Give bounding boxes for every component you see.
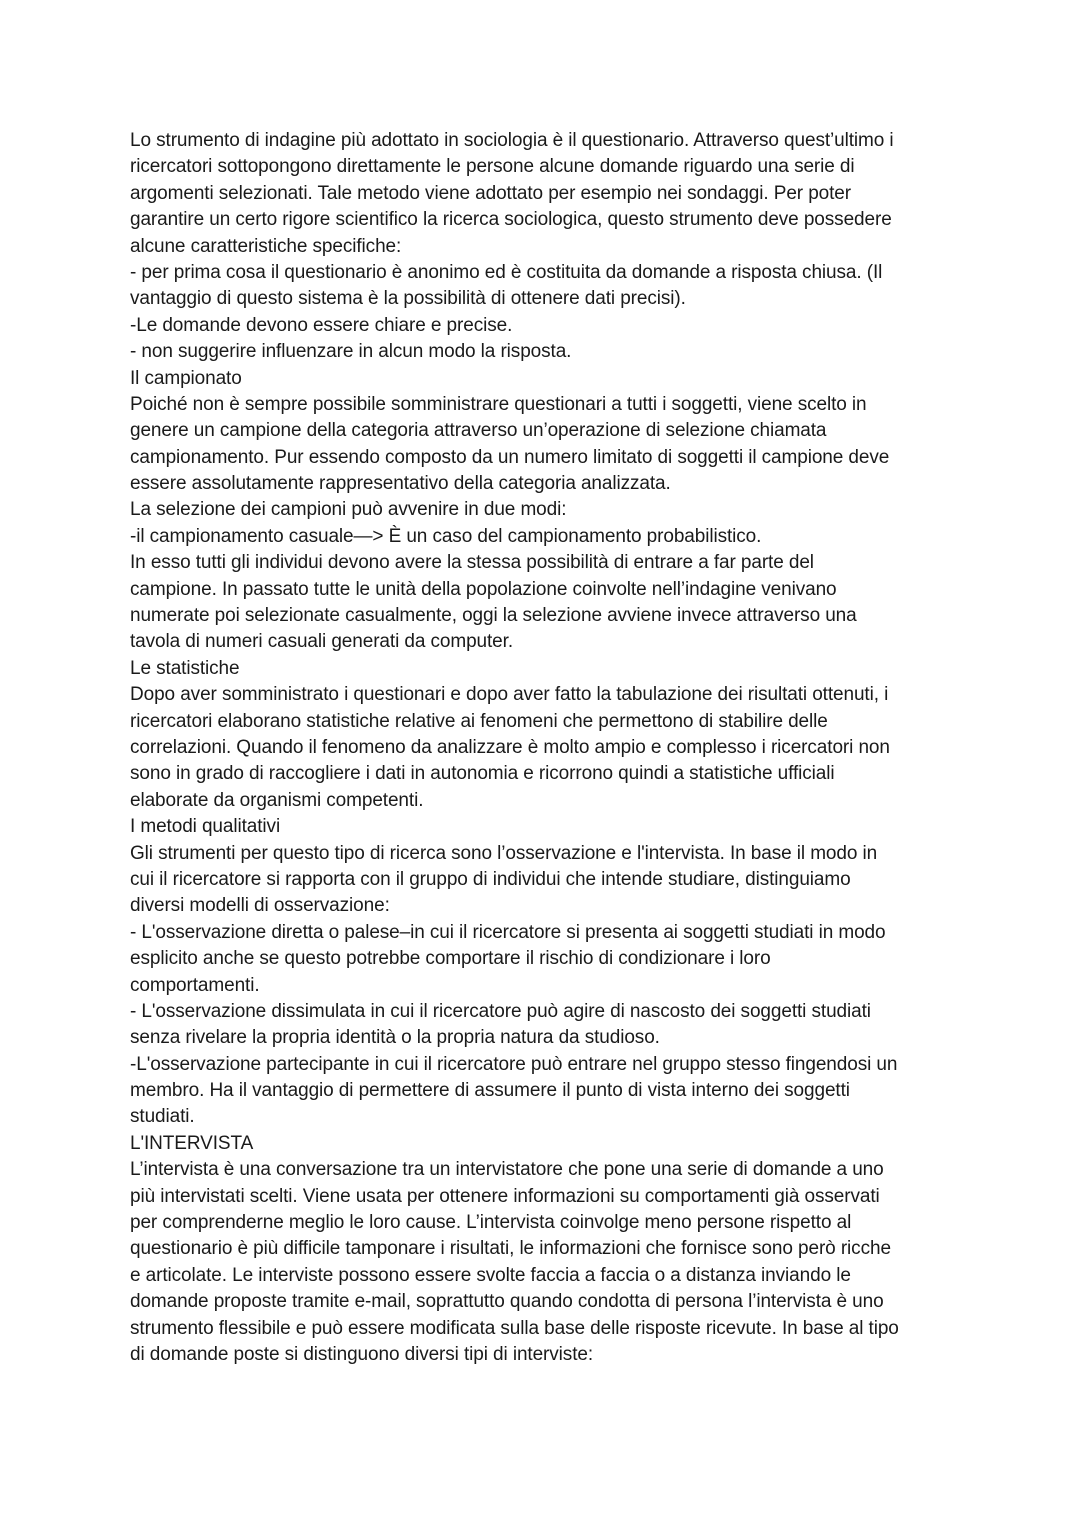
text-line: L’intervista è una conversazione tra un intervistatore che pone una serie di domande a uno	[130, 1159, 884, 1181]
text-line: sono in grado di raccogliere i dati in autonomia e ricorrono quindi a statistiche ufficiali	[130, 763, 835, 785]
text-line: elaborate da organismi competenti.	[130, 789, 424, 811]
text-line: questionario è più difficile tamponare i risultati, le informazioni che fornisce sono però ricche	[130, 1238, 891, 1260]
text-line: per comprenderne meglio le loro cause. L’intervista coinvolge meno persone rispetto al	[130, 1212, 852, 1234]
text-line: L'INTERVISTA	[130, 1132, 254, 1154]
text-line: -Le domande devono essere chiare e precise.	[130, 314, 513, 336]
text-line: ricercatori sottopongono direttamente le persone alcune domande riguardo una serie di	[130, 156, 855, 178]
text-line: comportamenti.	[130, 974, 260, 996]
text-line: più intervistati scelti. Viene usata per ottenere informazioni su comportamenti già osservati	[130, 1185, 880, 1207]
text-line: La selezione dei campioni può avvenire in due modi:	[130, 499, 567, 521]
text-line: In esso tutti gli individui devono avere la stessa possibilità di entrare a far parte del	[130, 552, 814, 574]
text-line: argomenti selezionati. Tale metodo viene adottato per esempio nei sondaggi. Per poter	[130, 182, 851, 204]
text-line: esplicito anche se questo potrebbe comportare il rischio di condizionare i loro	[130, 948, 771, 970]
text-line: - L'osservazione dissimulata in cui il ricercatore può agire di nascosto dei soggetti studiati	[130, 1000, 871, 1022]
text-line: diversi modelli di osservazione:	[130, 895, 390, 917]
text-line: Dopo aver somministrato i questionari e dopo aver fatto la tabulazione dei risultati ottenuti, i	[130, 684, 889, 706]
text-line: di domande poste si distinguono diversi tipi di interviste:	[130, 1343, 594, 1365]
text-line: Poiché non è sempre possibile somministrare questionari a tutti i soggetti, viene scelto in	[130, 393, 867, 415]
text-line: senza rivelare la propria identità o la propria natura da studioso.	[130, 1027, 660, 1049]
text-line: I metodi qualitativi	[130, 816, 281, 838]
text-line: vantaggio di questo sistema è la possibilità di ottenere dati precisi).	[130, 288, 686, 310]
text-line: - non suggerire influenzare in alcun modo la risposta.	[130, 341, 572, 363]
text-line: tavola di numeri casuali generati da computer.	[130, 631, 514, 653]
text-line: ricercatori elaborano statistiche relative ai fenomeni che permettono di stabilire delle	[130, 710, 828, 732]
text-line: strumento flessibile e può essere modificata sulla base delle risposte ricevute. In base al tipo	[130, 1317, 899, 1339]
text-line: - L'osservazione diretta o palese–in cui il ricercatore si presenta ai soggetti studiati in modo	[130, 921, 886, 943]
text-line: Il campionato	[130, 367, 242, 389]
text-line: studiati.	[130, 1106, 195, 1128]
text-line: domande proposte tramite e-mail, soprattutto quando condotta di persona l’intervista è uno	[130, 1291, 884, 1313]
text-line: Le statistiche	[130, 657, 240, 679]
text-line: essere assolutamente rappresentativo della categoria analizzata.	[130, 473, 671, 495]
text-line: garantire un certo rigore scientifico la ricerca sociologica, questo strumento deve possedere	[130, 209, 892, 231]
text-line: Gli strumenti per questo tipo di ricerca sono l’osservazione e l'intervista. In base il modo in	[130, 842, 878, 864]
text-line: cui il ricercatore si rapporta con il gruppo di individui che intende studiare, distinguiamo	[130, 868, 851, 890]
text-line: campionamento. Pur essendo composto da un numero limitato di soggetti il campione deve	[130, 446, 890, 468]
text-line: alcune caratteristiche specifiche:	[130, 235, 402, 257]
text-line: membro. Ha il vantaggio di permettere di assumere il punto di vista interno dei soggetti	[130, 1080, 850, 1102]
text-line: Lo strumento di indagine più adottato in sociologia è il questionario. Attraverso quest’ultimo i	[130, 130, 894, 151]
text-line: - per prima cosa il questionario è anonimo ed è costituita da domande a risposta chiusa. (Il	[130, 261, 883, 283]
text-line: numerate poi selezionate casualmente, oggi la selezione avviene invece attraverso una	[130, 605, 857, 627]
document-body	[130, 128, 960, 1368]
text-line: genere un campione della categoria attraverso un’operazione di selezione chiamata	[130, 420, 827, 442]
text-line: -il campionamento casuale—> È un caso del campionamento probabilistico.	[130, 525, 762, 547]
text-line: correlazioni. Quando il fenomeno da analizzare è molto ampio e complesso i ricercatori non	[130, 736, 890, 758]
text-line: e articolate. Le interviste possono essere svolte faccia a faccia o a distanza inviando le	[130, 1264, 851, 1286]
text-line: -L'osservazione partecipante in cui il ricercatore può entrare nel gruppo stesso fingendosi un	[130, 1053, 898, 1075]
text-line: campione. In passato tutte le unità della popolazione coinvolte nell’indagine venivano	[130, 578, 837, 600]
